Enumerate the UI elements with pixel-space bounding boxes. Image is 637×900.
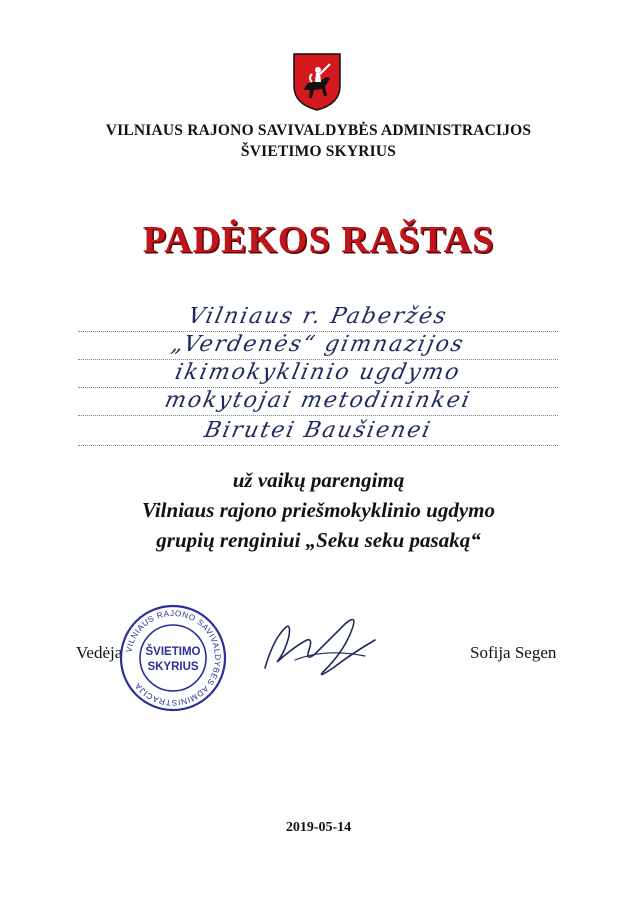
signatory-name: Sofija Segen: [470, 643, 557, 662]
stamp-ring-text: VILNIAUS RAJONO SAVIVALDYBĖS ADMINISTRACIJA: [124, 608, 223, 708]
official-stamp: [118, 603, 228, 713]
reason-line-2: Vilniaus rajono priešmokyklinio ugdymo: [142, 498, 495, 522]
stamp-center-line-2: SKYRIUS: [147, 661, 199, 673]
recipient-line-4: mokytojai metodininkei: [162, 388, 474, 413]
recipient-line-1: Vilniaus r. Paberžės: [185, 304, 451, 329]
department-name: ŠVIETIMO SKYRIUS: [240, 143, 397, 160]
dotted-line: [78, 445, 558, 446]
svg-text:VILNIAUS RAJONO SAVIVALDYBĖS A: [124, 609, 222, 707]
reason-line-1: už vaikų parengimą: [232, 468, 405, 492]
recipient-line-2: „Verdenės“ gimnazijos: [168, 332, 467, 357]
recipient-line-5: Birutei Baušienei: [201, 418, 435, 443]
signatory-title: Vedėja: [76, 643, 123, 662]
recipient-line-3: ikimokyklinio ugdymo: [172, 360, 464, 385]
coat-of-arms: [292, 52, 342, 112]
dotted-line: [78, 415, 558, 416]
document-date: 2019-05-14: [285, 820, 352, 835]
stamp-center-line-1: ŠVIETIMO: [145, 646, 201, 658]
organization-name: VILNIAUS RAJONO SAVIVALDYBĖS ADMINISTRACIJOS: [105, 122, 532, 139]
reason-line-3: grupių renginiui „Seku seku pasaką“: [156, 528, 481, 552]
document-title: PADĖKOS RAŠTAS: [142, 219, 495, 261]
handwritten-signature: [255, 610, 385, 685]
